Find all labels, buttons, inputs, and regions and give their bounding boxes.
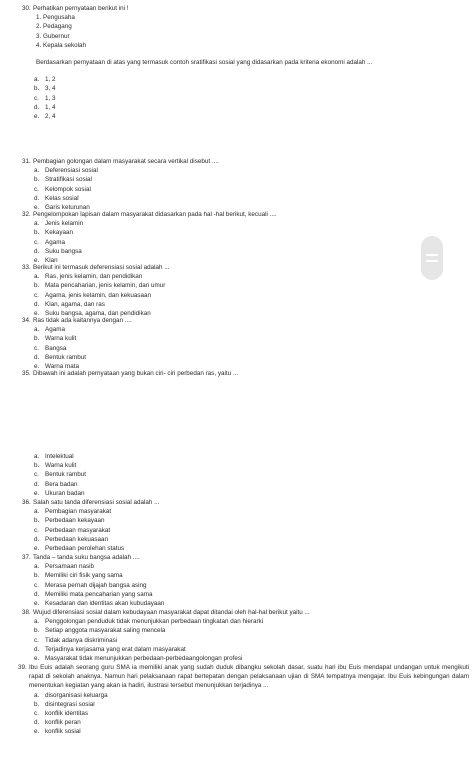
statement-item: 3. Gubernur [36, 32, 70, 40]
question-35 [22, 369, 467, 378]
answer-option[interactable]: e. Garis keturunan [34, 204, 90, 212]
question-39-text: Ibu Euis adalah seorang guru SMA ia memiliki anak yang sudah duduk dibangku sekolah dasar, suatu hari ibu Euis mendapat undangan untuk mengikuti rapat di sekolah anaknya. Namun hari pelaksanaan rapat bertepatan dengan pelaksanaan ujian di SMA tempatnya mengajar. Ibu Euis kebingungan dalam menentukan kegiatan yang akan ia hadiri, ilustrasi tersebut menunjukkan terjadinya ... [29, 664, 469, 690]
answer-option[interactable]: d. Memiliki mata pencaharian yang sama [34, 590, 153, 598]
answer-option[interactable]: e. Warna mata [34, 363, 80, 371]
document-page-top [0, 0, 473, 384]
answer-option[interactable]: a. Deferensiasi sosial [34, 167, 98, 175]
question-30 [22, 4, 467, 121]
answer-option[interactable]: d. Kelas sosial [34, 194, 79, 202]
answer-option[interactable]: b. Memiliki ciri fisik yang sama [34, 572, 123, 580]
answer-option[interactable]: e. Kesadaran dan identitas akan kubudayaan [34, 600, 165, 608]
answer-option[interactable]: a. Penggolongan penduduk tidak menunjukkan perbedaan tingkatan dan hierarki [34, 618, 264, 626]
answer-option[interactable]: c. Bangsa [34, 344, 67, 352]
answer-option[interactable]: a. 1, 2 [34, 76, 56, 84]
question-38 [22, 608, 467, 663]
answer-option[interactable]: b. 3, 4 [34, 85, 56, 93]
answer-option[interactable]: b. Perbedaan kekayaan [34, 517, 105, 525]
answer-option[interactable]: a. Pembagian masyarakat [34, 508, 112, 516]
answer-option[interactable]: e. Masyarakat tidak menunjukkan perbedaan-perbedaangolongan profesi [34, 655, 243, 663]
answer-option[interactable]: b. Setiap anggota masyarakat saling mencela [34, 627, 166, 635]
answer-option[interactable]: a. disorganisasi keluarga [34, 691, 108, 699]
answer-option[interactable]: a. Ras, jenis kelamin, dan pendidikan [34, 273, 143, 281]
answer-option[interactable]: b. Stratifikasi sosial [34, 176, 92, 184]
question-35-text: Dibawah ini adalah pernyataan yang bukan ciri- ciri perbedan ras, yaitu ... [33, 370, 239, 377]
question-32-text: Pengelompokan lapisan dalam masyarakat didasarkan pada hal -hal berikut, kecuali .... [33, 211, 277, 218]
answer-option[interactable]: c. konflik identitas [34, 710, 89, 718]
answer-option[interactable]: c. 1, 3 [34, 94, 56, 102]
question-37-text: Tanda – tanda suku bangsa adalah .... [33, 554, 140, 561]
answer-option[interactable]: b. disintegrasi sosial [34, 700, 95, 708]
statement-item: 1. Pengusaha [36, 14, 75, 22]
question-32-heading: 32. Pengelompokan lapisan dalam masyarakat didasarkan pada hal -hal berikut, kecuali .... [22, 211, 277, 218]
answer-option[interactable]: c. Tidak adanya diskriminasi [34, 636, 118, 644]
question-35-options [22, 452, 467, 498]
answer-option[interactable]: c. Merasa pernah dijajah bangsa asing [34, 581, 147, 589]
question-33 [22, 263, 467, 318]
question-39-heading: 39. Ibu Euis adalah seorang guru SMA ia memiliki anak yang sudah duduk dibangku sekolah dasar, suatu hari ibu Euis mendapat undangan untuk mengikuti rapat di sekolah anaknya. Namun hari pelaksanaan rapat bertepatan dengan pelaksanaan ujian di SMA tempatnya mengajar. Ibu Euis kebingungan dalam menentukan kegiatan yang akan ia hadiri, ilustrasi tersebut menunjukkan terjadinya ... [18, 664, 469, 690]
answer-option[interactable]: b. Mata pencaharian, jenis kelamin, dan umur [34, 282, 166, 290]
answer-option[interactable]: e. Suku bangsa, agama, dan pendidikan [34, 310, 151, 318]
question-32 [22, 210, 467, 265]
question-37-heading: 37. Tanda – tanda suku bangsa adalah .... [22, 554, 140, 561]
question-33-text: Berikut ini termasuk deferensiasi sosial adalah ... [33, 264, 170, 271]
question-30-stem: Berdasarkan pernyataan di atas yang termasuk contoh sratifikasi sosial yang didasarkan pada kriteria ekonomi adalah ... [36, 59, 373, 67]
question-30-heading: 30. Perhatikan pernyataan berikut ini ! [22, 5, 129, 12]
question-31-text: Pembagian golongan dalam masyarakat secara vertikal disebut .... [33, 158, 219, 165]
question-36-heading: 36. Salah satu tanda diferensiasi sosial adalah ... [22, 499, 160, 506]
document-page-bottom [0, 446, 473, 775]
handle-grip-line [426, 260, 438, 262]
question-35-heading: 35. Dibawah ini adalah pernyataan yang bukan ciri- ciri perbedan ras, yaitu ... [22, 370, 239, 377]
handle-grip-line [426, 254, 438, 256]
answer-option[interactable]: c. Bentuk rambut [34, 471, 86, 479]
answer-option[interactable]: b. Kekayaan [34, 229, 74, 237]
answer-option[interactable]: b. Warna kulit [34, 335, 77, 343]
answer-option[interactable]: d. Perbedaan kekuasaan [34, 535, 109, 543]
answer-option[interactable]: c. Agama, jenis kelamin, dan kekuasaan [34, 291, 152, 299]
answer-option[interactable]: d. Bera badan [34, 480, 78, 488]
question-38-heading: 38. Wujud diferensiasi sosial dalam kebudayaan masyarakat dapat ditandai oleh hal-hal berikut yaitu ... [22, 609, 310, 616]
answer-option[interactable]: e. konflik sosial [34, 728, 81, 736]
answer-option[interactable]: d. Terjadinya kerjasama yang erat dalam masyarakat [34, 645, 186, 653]
question-33-heading: 33. Berikut ini termasuk deferensiasi sosial adalah ... [22, 264, 170, 271]
scroll-handle-icon[interactable] [421, 236, 443, 280]
question-34 [22, 316, 467, 371]
answer-option[interactable]: d. 1, 4 [34, 103, 56, 111]
question-38-text: Wujud diferensiasi sosial dalam kebudayaan masyarakat dapat ditandai oleh hal-hal berikut yaitu ... [33, 609, 310, 616]
question-39 [18, 663, 469, 737]
question-34-heading: 34. Ras tidak ada kaitannya dengan .... [22, 317, 132, 324]
answer-option[interactable]: d. Klan, agama, dan ras [34, 300, 105, 308]
answer-option[interactable]: c. Perbedaan masyarakat [34, 526, 111, 534]
question-31 [22, 157, 467, 212]
question-34-text: Ras tidak ada kaitannya dengan .... [33, 317, 132, 324]
statement-item: 2. Pedagang [36, 23, 72, 31]
answer-option[interactable]: e. Klan [34, 257, 58, 265]
statement-item: 4. Kepala sekolah [36, 41, 87, 49]
answer-option[interactable]: c. Agama [34, 238, 65, 246]
question-36-text: Salah satu tanda diferensiasi sosial adalah ... [33, 499, 160, 506]
answer-option[interactable]: c. Kelompok sosial [34, 185, 91, 193]
question-31-heading: 31. Pembagian golongan dalam masyarakat secara vertikal disebut .... [22, 158, 219, 165]
answer-option[interactable]: e. Ukuran badan [34, 489, 85, 497]
answer-option[interactable]: e. Perbedaan perolehan status [34, 545, 125, 553]
question-36 [22, 498, 467, 553]
answer-option[interactable]: a. Agama [34, 326, 65, 334]
answer-option[interactable]: b. Warna kulit [34, 462, 77, 470]
answer-option[interactable]: e. 2, 4 [34, 113, 56, 121]
answer-option[interactable]: d. konflik peran [34, 719, 81, 727]
answer-option[interactable]: a. Persamaan nasib [34, 563, 95, 571]
answer-option[interactable]: a. Jenis kelamin [34, 220, 84, 228]
question-30-text: Perhatikan pernyataan berikut ini ! [33, 5, 129, 12]
answer-option[interactable]: d. Suku bangsa [34, 247, 82, 255]
answer-option[interactable]: d. Bentuk rambut [34, 353, 86, 361]
answer-option[interactable]: a. Intelektual [34, 453, 74, 460]
question-37 [22, 553, 467, 608]
